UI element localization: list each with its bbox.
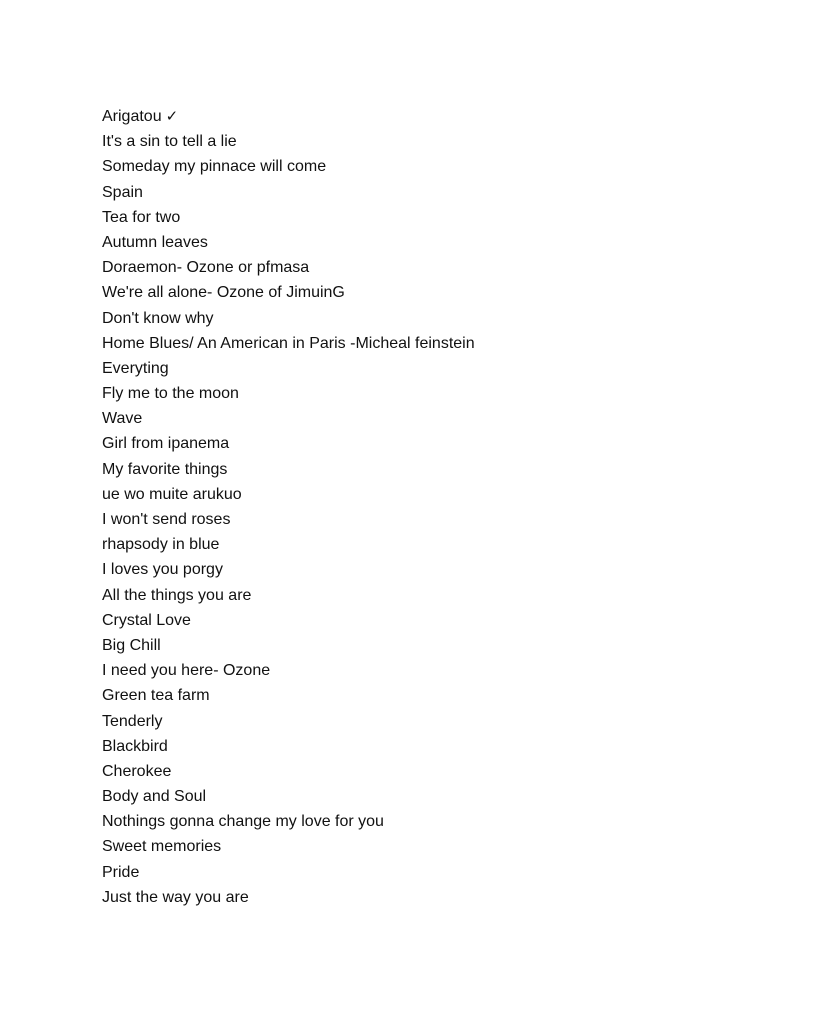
song-item: Tenderly (102, 712, 163, 730)
song-item: ue wo muite arukuo (102, 485, 242, 503)
song-title: Arigatou (102, 108, 162, 125)
song-item-arigatou (102, 104, 475, 129)
song-item: Just the way you are (102, 888, 249, 906)
song-item: It's a sin to tell a lie (102, 133, 237, 151)
song-item: Cherokee (102, 762, 172, 780)
song-item: Big Chill (102, 636, 161, 654)
song-item: Blackbird (102, 737, 168, 755)
song-item: Everyting (102, 359, 169, 377)
song-item: Pride (102, 863, 140, 881)
song-item: Doraemon- Ozone or pfmasa (102, 259, 310, 277)
song-item: All the things you are (102, 586, 252, 604)
song-item: I need you here- Ozone (102, 662, 271, 680)
song-item: Sweet memories (102, 838, 222, 856)
song-item: Autumn leaves (102, 233, 208, 251)
song-item: Body and Soul (102, 788, 207, 806)
song-item: Tea for two (102, 208, 181, 226)
song-item: My favorite things (102, 460, 228, 478)
song-item: We're all alone- Ozone of JimuinG (102, 284, 345, 302)
check-mark-icon: ✓ (165, 107, 179, 125)
song-item: Fly me to the moon (102, 385, 239, 403)
song-list (102, 104, 475, 910)
song-item: rhapsody in blue (102, 536, 220, 554)
song-item: Home Blues/ An American in Paris -Micheal feinstein (102, 334, 475, 352)
song-item: Green tea farm (102, 687, 210, 705)
song-item: Someday my pinnace will come (102, 158, 327, 176)
song-item: Girl from ipanema (102, 435, 230, 453)
song-item: Nothings gonna change my love for you (102, 813, 384, 831)
song-item: Spain (102, 183, 143, 201)
song-item: Wave (102, 410, 143, 428)
song-item: I loves you porgy (102, 561, 223, 579)
song-item: Crystal Love (102, 611, 191, 629)
song-item: Don't know why (102, 309, 214, 327)
song-item: I won't send roses (102, 511, 231, 528)
